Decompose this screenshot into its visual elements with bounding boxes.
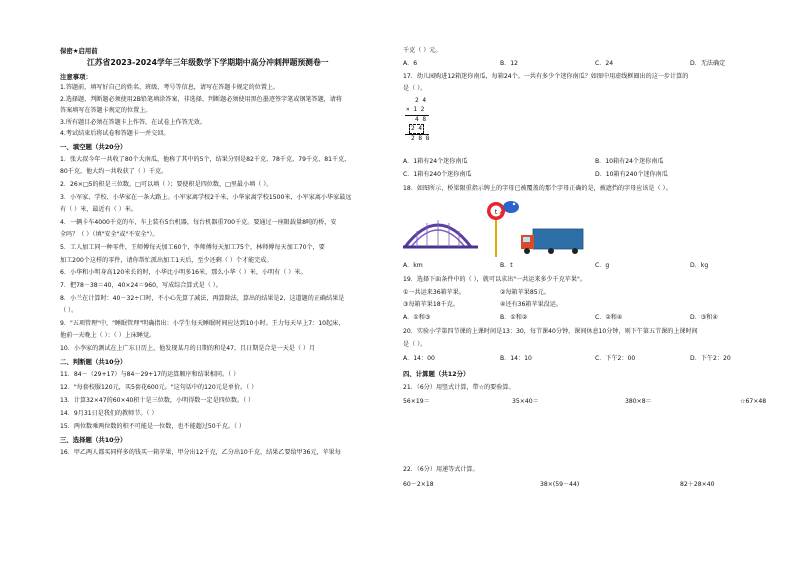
q19-condition-4: ④还有36箱苹果没运。 [500, 301, 562, 308]
q20-option-b: B．14：10 [500, 355, 532, 362]
note-4: 4.考试结束后将试卷和答题卡一并交回。 [60, 130, 170, 137]
calc-row-4: 2 4 [411, 125, 423, 132]
section-choice: 三、选择题（共10分） [60, 436, 127, 444]
notes-heading: 注意事项： [60, 73, 92, 81]
q22-item-3: 82＋28×40 [680, 481, 715, 488]
question-1-cont: 80千克，他大约一共收获了（ ）千克。 [60, 168, 168, 175]
question-18: 18．如图所示，桥梁限重指示牌上的字母已被覆盖的那个字母正确的是，被遮挡的字母应该是（ ）。 [403, 185, 672, 192]
q21-item-2: 35×40＝ [512, 398, 539, 405]
question-17: 17．幼儿园购进12箱迷你南瓜，每箱24个。一共有多少个迷你南瓜？如图中用虚线框圈出的这一步计算的 [403, 73, 689, 80]
section-fill-blank: 一、填空题（共20分） [60, 143, 127, 151]
q22-item-2: 38×(59－44) [540, 481, 580, 488]
q20-option-c: C．下午2：00 [595, 355, 636, 362]
question-3-cont: 有（ ）米，最近有（ ）米。 [60, 206, 137, 213]
note-3: 3.所有题目必须在答题卡上作答，在试卷上作答无效。 [60, 119, 206, 126]
note-1: 1.答题前，填写好自己的姓名、班级、考号等信息，请写在答题卡规定的位置上。 [60, 84, 280, 91]
question-16: 16．甲乙两人都买同样多的钱买一箱苹果，甲分出12千克，乙分出10千克，结果乙要给甲36元，苹果每 [60, 449, 341, 456]
question-2: 2．26×□5的积是三位数，□可以填（ ）；要使积是四位数，□里最小填（ ）。 [60, 181, 273, 188]
question-6: 6．小华和小明身高120米长的时，小华比小明多16米，那么小华（ ）米，小明有（ ）米。 [60, 269, 307, 276]
vertical-calculation [403, 97, 433, 153]
q18-option-b: B．t [500, 262, 513, 269]
right-column [400, 0, 794, 562]
question-19: 19．选择下面条件中的（ ），就可以求出"一共运来多少千克苹果"。 [403, 276, 586, 283]
note-2: 2.选择题、判断题必须使用2B铅笔填涂答案，非选择、判断题必须使用黑色墨迹签字笔或钢笔答题，请将 [60, 96, 342, 103]
question-10: 10．小李家的测试在上广东日历上，他发现某月的日期的和是47，且日期是合是一天是（ ）月 [60, 345, 316, 352]
q18-option-c: C．g [595, 262, 610, 269]
q17-option-c: C．1箱有240个迷你南瓜 [403, 171, 472, 178]
question-1: 1．张大叔今年一共收了80个大南瓜，他称了其中的5个，结果分别是82千克、78千克、79千克、81千克、 [60, 156, 351, 163]
q22-item-1: 60－2×18 [403, 481, 434, 488]
q16-option-d: D．无法确定 [690, 60, 726, 67]
question-13: 13．计算32×47的60×40积十是三位数，小明得数一定是四位数。（ ） [60, 397, 255, 404]
q16-option-a: A．6 [403, 60, 418, 67]
q17-option-a: A．1箱有24个迷你南瓜 [403, 158, 468, 165]
question-8: 8．小兰在计算时：40－32÷口时，不小心先算了减法，再算除法，算出的结果是2，这道题的正确结果是 [60, 295, 345, 302]
question-7: 7．把78－38＝40，40×24＝960，写成综合算式是（ ）。 [60, 282, 222, 289]
question-22: 22．（6分）用递等式计算。 [403, 466, 479, 473]
question-4-cont: 全吗？（ ）（填"安全"或"不安全"）。 [60, 231, 159, 238]
sign-letter: t [494, 209, 498, 216]
q17-option-b: B．10箱有24个迷你南瓜 [595, 158, 664, 165]
bridge-icon [403, 220, 478, 247]
calc-row-3: 4 8 [415, 116, 427, 123]
bridge-truck-illustration [403, 195, 593, 257]
q21-item-1: 56×19＝ [403, 398, 430, 405]
q18-option-d: D．kg [690, 262, 709, 269]
question-9: 9．"五项管理"中，"睡眠管理"明确指出：小学生每天睡眠时间应达到10小时。王力每天早上7：10起床， [60, 320, 345, 327]
question-11: 11．84－（29+17）与84－29+17的运算顺序和结果相同。（ ） [60, 371, 240, 378]
calc-row-2: × 1 2 [406, 106, 425, 113]
question-5: 5．工人加工同一种零件，王师傅每天加工60个，李师傅每天加工75个，林师傅每天加工70个，要 [60, 244, 325, 251]
section-true-false: 二、判断题（共10分） [60, 358, 127, 366]
question-20-cont: 是（ ）。 [403, 341, 427, 348]
question-3: 3．小军家、学校、小华家在一条大路上。小军家离学校2千米，小华家离学校1500米，小军家离小华家最远 [60, 194, 352, 201]
secret-label: 保密★启用前 [60, 47, 98, 55]
q19-option-b: B．①和② [500, 314, 528, 321]
question-9-cont: 他前一天晚上（ ）：（ ）上床睡觉。 [60, 332, 156, 339]
question-14: 14．9月31日是我们的教师节。（ ） [60, 410, 158, 417]
note-2-cont: 答案填写在答题卡规定的位置上。 [60, 107, 152, 114]
q21-item-4: ☆67×48 [740, 398, 767, 405]
q19-option-a: A．①和③ [403, 314, 431, 321]
truck-icon [521, 229, 583, 254]
question-21: 21．（6分）用竖式计算，带☆的要验算。 [403, 384, 515, 391]
q21-item-3: 380×8＝ [625, 398, 652, 405]
q19-condition-1: ①一共运来36箱苹果。 [403, 289, 465, 296]
question-20: 20．实验小学第四节课的上课时间是13：30，每节课40分钟，课间休息10分钟，则下午第五节课的上课时间 [403, 328, 698, 335]
question-16-cont: 千克（ ）元。 [403, 47, 442, 54]
q19-option-c: C．②和④ [595, 314, 623, 321]
q17-option-d: D．10箱有240个迷你南瓜 [595, 171, 668, 178]
q16-option-c: C．24 [595, 60, 614, 67]
calc-row-5: 2 8 8 [411, 135, 430, 142]
question-8-cont: （ ）。 [60, 307, 78, 314]
q18-option-a: A．km [403, 262, 423, 269]
q19-option-d: D．③和④ [690, 314, 718, 321]
calc-row-1: 2 4 [415, 97, 427, 104]
section-calculation: 四、计算题（共12分） [403, 370, 470, 378]
q16-option-b: B．12 [500, 60, 519, 67]
q19-condition-3: ③每箱苹果18千克。 [403, 301, 459, 308]
question-4: 4．一辆卡车4000千克的车，车上装有5台机器，每台机器重700千克。要通过一座限载量8吨的桥，安 [60, 219, 337, 226]
question-15: 15．两位数乘两位数的积不可能是一位数，也不能超过50千克。（ ） [60, 423, 246, 430]
exam-title: 江苏省2023-2024学年三年级数学下学期期中高分冲刺押题预测卷一 [87, 58, 329, 67]
question-12: 12．"每套校服120元，买5套花600元。"这句话中的120元是单价。（ ） [60, 384, 258, 391]
question-17-cont: 是（ ）。 [403, 85, 427, 92]
q20-option-a: A．14：00 [403, 355, 435, 362]
q20-option-d: D．下午2：20 [690, 355, 731, 362]
q19-condition-2: ②每箱苹果85元。 [500, 289, 550, 296]
question-5-cont: 加工200个这样的零件，请你帮忙派出加工1天后，至少还剩（ ）个才能完成。 [60, 257, 273, 264]
